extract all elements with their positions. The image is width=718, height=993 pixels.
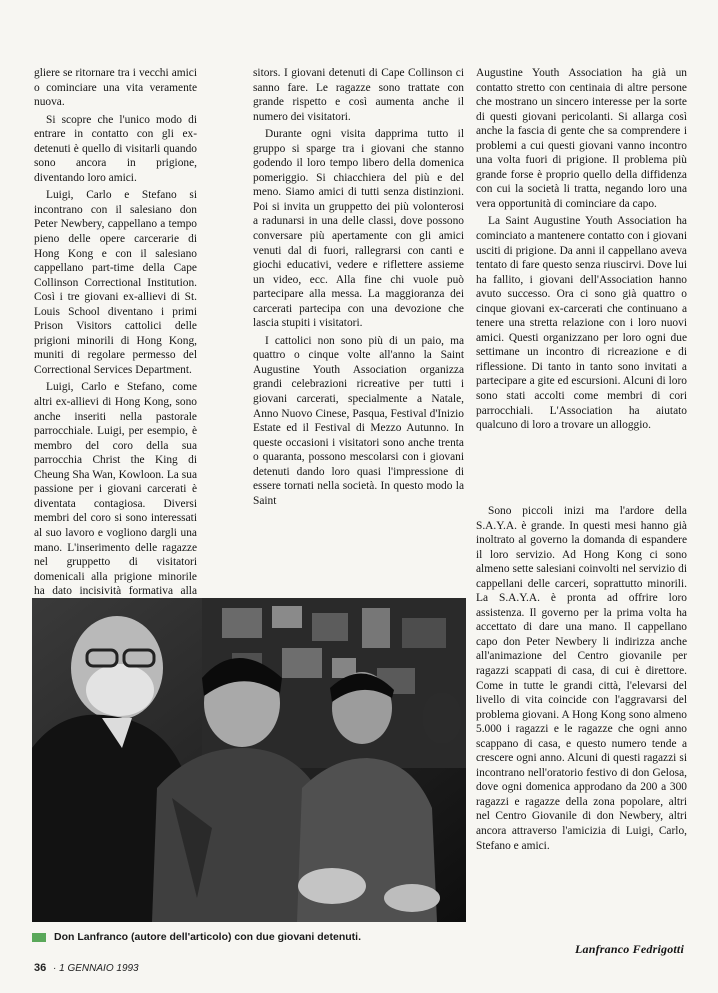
photo-caption xyxy=(32,931,472,943)
article-column-3-lower xyxy=(476,504,687,853)
photo-image xyxy=(32,598,466,922)
paragraph: Luigi, Carlo e Stefano, come altri ex-allievi di Hong Kong, sono anche inseriti nella pastorale parrocchiale. Luigi, per esempio, è membro del coro della sua parrocchia Christ the King di Cheung Sha Wan, Kowloon. La sua passione per i giovani carcerati è diventata contagiosa. Diversi membri del coro si sono interessati al suo lavoro e vogliono dargli una mano. L'inserimento delle ragazze nel gruppetto di visitatori domenicali alla prigione minorile ha dato incisività formativa alla xyxy=(34,381,197,598)
article-column-3 xyxy=(476,66,687,433)
article-author: Lanfranco Fedrigotti xyxy=(574,942,684,956)
paragraph: gliere se ritornare tra i vecchi amici o cominciare una vita veramente nuova. xyxy=(34,67,197,109)
paragraph: I cattolici non sono più di un paio, ma quattro o cinque volte all'anno la Saint Augustine Youth Association organizza grandi celebrazioni ricreative per tutti i giovani carcerati, specialmente a Natale, Anno Nuovo Cinese, Pasqua, Festival d'Inizio Estate ed il Festival di Mezzo Autunno. In queste occasioni i visitatori sono anche trenta o quaranta, possono mescolarsi con i giovani detenuti dando loro quasi l'impressione di essere tornati nella società. In questo modo la Saint xyxy=(253,334,464,507)
paragraph: Luigi, Carlo e Stefano si incontrano con il salesiano don Peter Newbery, cappellano a tempo pieno delle opere carcerarie di Hong Kong e con il salesiano cappellano part-time della Cape Collinson Correctional Institution. Così i tre giovani ex-allievi di St. Louis School diventano i primi Prison Visitors cattolici delle prigioni minorili di Hong Kong, muniti di regolare permesso del Correctional Services Department. xyxy=(34,189,197,376)
page-footer xyxy=(34,962,139,974)
article-column-2 xyxy=(253,66,464,508)
issue-date: · 1 GENNAIO 1993 xyxy=(53,963,139,974)
caption-marker-icon xyxy=(32,933,46,942)
paragraph: Augustine Youth Association ha già un contatto stretto con centinaia di altre persone che mostrano un sincero interesse per la sorte di questi giovani pericolanti. Si allarga così anche la fascia di gente che sa comprendere i problemi a cui questi giovani vanno incontro una volta fuori di prigione. Il problema più grande forse è proprio quello della diffidenza con cui la società li tratta, negando loro una vera opportunità di cominciare da capo. xyxy=(476,67,687,210)
page-number: 36 xyxy=(34,962,47,974)
caption-text: Don Lanfranco (autore dell'articolo) con due giovani detenuti. xyxy=(54,931,362,943)
paragraph: sitors. I giovani detenuti di Cape Collinson ci sanno fare. Le ragazze sono trattate con grande rispetto e così aumenta anche il numero dei visitatori. xyxy=(253,67,464,123)
article-photo xyxy=(32,598,466,922)
paragraph: Sono piccoli inizi ma l'ardore della S.A.Y.A. è grande. In questi mesi hanno già inoltrato al governo la domanda di espandere il loro servizio. Ad Hong Kong ci sono almeno sette salesiani coinvolti nel servizio di cappellani delle carceri, soprattutto minorili. La S.A.Y.A. è pronta ad offrire loro assistenza. Il governo per la prima volta ha accettato di dare una mano. Il cappellano capo don Peter Newbery li indirizza anche all'animazione del Centro giovanile per ragazzi scappati di casa, di cui è direttore. Come in tutte le grandi città, l'elevarsi del livello di vita coincide con l'aggravarsi del problema giovani. A Hong Kong sono almeno 5.000 i ragazzi e le ragazze che ogni anno scappano di casa, e questo numero tende a crescere ogni anno. Alcuni di questi ragazzi si incontrano nell'oratorio festivo di don Gelosa, dove ogni domenica approdano da 200 a 300 ragazzi e ragazze della zona popolare, altri nel Centro Giovanile di don Newbery, altri ancora attraverso l'amicizia di Luigi, Carlo, Stefano e amici. xyxy=(476,505,687,852)
paragraph: Durante ogni visita dapprima tutto il gruppo si sparge tra i giovani che stanno godendo il loro tempo libero della domenica pomeriggio. Si chiacchiera del più e del meno. Siamo amici di tutti senza distinzioni. Poi si invita un gruppetto dei più volonterosi a radunarsi in una delle classi, dove possono conversare più apertamente con gli amici venuti dal di fuori, rallegrarsi con canti e giochi educativi, vedere e riflettere assieme un video, ecc. Alla fine chi vuole può partecipare alla messa. La maggioranza dei carcerati partecipa con una devozione che lascia stupiti i visitatori. xyxy=(253,128,464,330)
paragraph: Si scopre che l'unico modo di entrare in contatto con gli ex-detenuti è quello di visitarli quando sono ancora in prigione, diventando loro amici. xyxy=(34,113,197,184)
paragraph: La Saint Augustine Youth Association ha cominciato a mantenere contatto con i giovani usciti di prigione. Da anni il cappellano aveva tentato di fare questo senza riuscirvi. Dove lui ha fallito, i giovani dell'Association hanno avuto successo. Ora ci sono già quattro o cinque giovani ex-carcerati che continuano a tenere una stretta relazione con i loro nuovi amici. Questi organizzano per loro ogni due settimane un incontro di ricreazione e di riflessione. Di tanto in tanto sono invitati a partecipare a gite ed escursioni. Alcuni di loro sono stati accolti come membri di cori parrocchiali. L'Association ha aiutato qualcuno di loro a trovare un alloggio. xyxy=(476,215,687,432)
article-column-1 xyxy=(34,66,197,613)
